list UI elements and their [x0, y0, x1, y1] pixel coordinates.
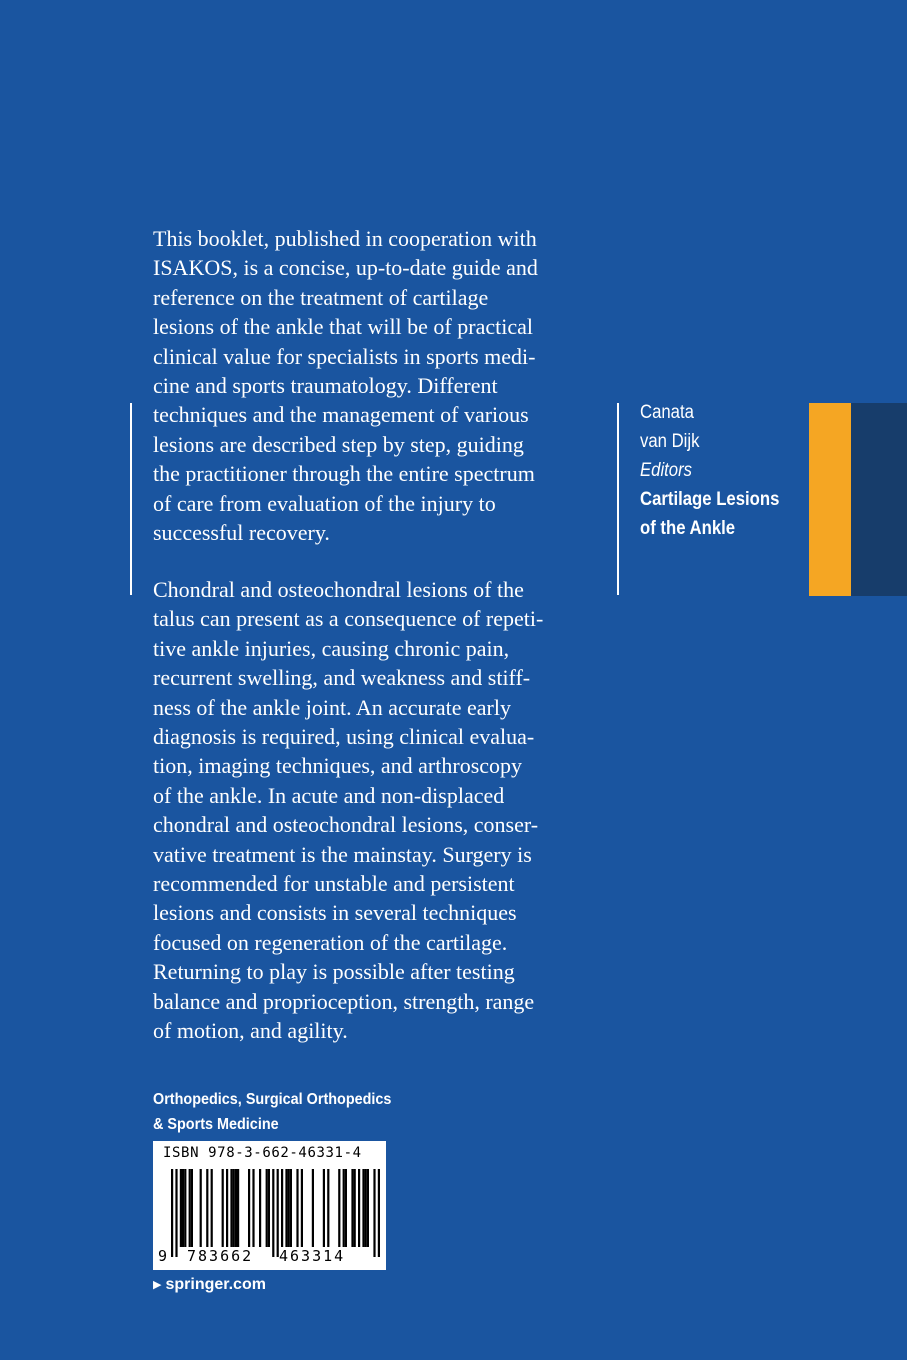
blurb-line: techniques and the management of various — [153, 402, 529, 428]
barcode-bar — [182, 1169, 184, 1247]
barcode-bar — [290, 1169, 292, 1247]
blurb-line: recommended for unstable and persistent — [153, 871, 515, 897]
blurb-line: lesions of the ankle that will be of practical — [153, 314, 533, 340]
right-divider-line — [617, 403, 619, 595]
barcode-bar — [268, 1169, 270, 1247]
barcode-bar — [235, 1169, 237, 1247]
book-meta — [640, 398, 779, 543]
publisher-website[interactable] — [153, 1273, 266, 1297]
barcode-bar — [365, 1169, 367, 1247]
barcode-left-digits: 783662 — [187, 1247, 254, 1265]
blurb-line: cine and sports traumatology. Different — [153, 373, 498, 399]
blurb-line: focused on regeneration of the cartilage. — [153, 929, 508, 955]
subject-category — [153, 1087, 391, 1137]
blurb-line: lesions and consists in several techniques — [153, 900, 517, 926]
blurb-line: ness of the ankle joint. An accurate early — [153, 694, 511, 720]
blurb-line: recurrent swelling, and weakness and stiff- — [153, 665, 531, 691]
blurb-line: This booklet, published in cooperation with — [153, 226, 537, 251]
barcode-bar — [222, 1169, 224, 1247]
barcode-guard-bar — [378, 1169, 380, 1257]
barcode-bar — [354, 1169, 356, 1247]
category-line: Orthopedics, Surgical Orthopedics — [153, 1091, 392, 1108]
website-label: springer.com — [165, 1276, 266, 1293]
barcode-lead-digit: 9 — [158, 1247, 168, 1265]
blurb-line: successful recovery. — [153, 520, 330, 546]
barcode-bar — [206, 1169, 208, 1247]
blurb-line: of care from evaluation of the injury to — [153, 490, 496, 516]
barcode-bar — [362, 1169, 364, 1247]
navy-stripe — [851, 403, 907, 596]
barcode-bar — [281, 1169, 283, 1247]
barcode-bar — [312, 1169, 314, 1247]
blurb-line: tion, imaging techniques, and arthroscopy — [153, 753, 523, 779]
barcode-bar — [191, 1169, 193, 1247]
barcode-bar — [259, 1169, 261, 1247]
barcode-bar — [252, 1169, 254, 1247]
barcode-bar — [301, 1169, 303, 1247]
barcode-bar — [184, 1169, 186, 1247]
blurb-line: Returning to play is possible after testing — [153, 959, 515, 985]
blurb-line: Chondral and osteochondral lesions of the — [153, 577, 524, 602]
barcode-box — [153, 1141, 386, 1270]
blurb-line: ISAKOS, is a concise, up-to-date guide and — [153, 255, 538, 281]
barcode-bar — [327, 1169, 329, 1247]
blurb-line: lesions are described step by step, guiding — [153, 431, 524, 457]
barcode-bar — [285, 1169, 287, 1247]
blurb-paragraph-2 — [153, 575, 598, 1046]
orange-stripe — [809, 403, 851, 596]
barcode-bar — [233, 1169, 235, 1247]
barcode-bar — [248, 1169, 250, 1247]
arrow-right-icon: ▶ — [153, 1279, 162, 1291]
barcode-bar — [345, 1169, 347, 1247]
barcode-guard-bar — [175, 1169, 177, 1257]
barcode-guard-bar — [373, 1169, 375, 1257]
barcode-bar — [211, 1169, 213, 1247]
barcode-guard-bar — [171, 1169, 173, 1257]
blurb-line: of the ankle. In acute and non-displaced — [153, 782, 505, 808]
blurb-line: clinical value for specialists in sports medi- — [153, 343, 536, 369]
left-divider-line — [130, 403, 132, 595]
blurb-line: reference on the treatment of cartilage — [153, 284, 489, 310]
barcode-bar — [296, 1169, 298, 1247]
barcode-bar — [226, 1169, 228, 1247]
barcode-bar — [230, 1169, 232, 1247]
editors-label: Editors — [640, 460, 693, 481]
barcode-guard-bar — [277, 1169, 279, 1257]
barcode-bar — [237, 1169, 239, 1247]
barcode-bar — [323, 1169, 325, 1247]
barcode-guard-bar — [272, 1169, 274, 1257]
barcode-right-digits: 463314 — [279, 1247, 346, 1265]
book-title: Cartilage Lesions — [640, 489, 780, 510]
blurb-line: the practitioner through the entire spectrum — [153, 461, 535, 487]
blurb-line: balance and proprioception, strength, range — [153, 988, 535, 1014]
editor-name: Canata — [640, 402, 694, 423]
barcode-bar — [351, 1169, 353, 1247]
isbn-label: ISBN 978-3-662-46331-4 — [163, 1145, 362, 1161]
book-title: of the Ankle — [640, 518, 736, 539]
barcode-bar — [338, 1169, 340, 1247]
blurb-line: chondral and osteochondral lesions, conser- — [153, 812, 539, 838]
barcode-bar — [367, 1169, 369, 1247]
blurb-line: diagnosis is required, using clinical evalua- — [153, 724, 535, 750]
barcode-bar — [288, 1169, 290, 1247]
blurb-line: of motion, and agility. — [153, 1018, 348, 1044]
blurb-line: vative treatment is the mainstay. Surgery is — [153, 841, 532, 867]
barcode-bar — [343, 1169, 345, 1247]
blurb-line: tive ankle injuries, causing chronic pain, — [153, 635, 510, 661]
blurb-paragraph-1 — [153, 224, 598, 547]
category-line: & Sports Medicine — [153, 1116, 279, 1133]
barcode-bar — [200, 1169, 202, 1247]
barcode-bar — [266, 1169, 268, 1247]
blurb-line: talus can present as a consequence of repeti- — [153, 606, 544, 632]
barcode-bar — [189, 1169, 191, 1247]
barcode-bar — [358, 1169, 360, 1247]
editor-name: van Dijk — [640, 431, 700, 452]
barcode-bar — [180, 1169, 182, 1247]
